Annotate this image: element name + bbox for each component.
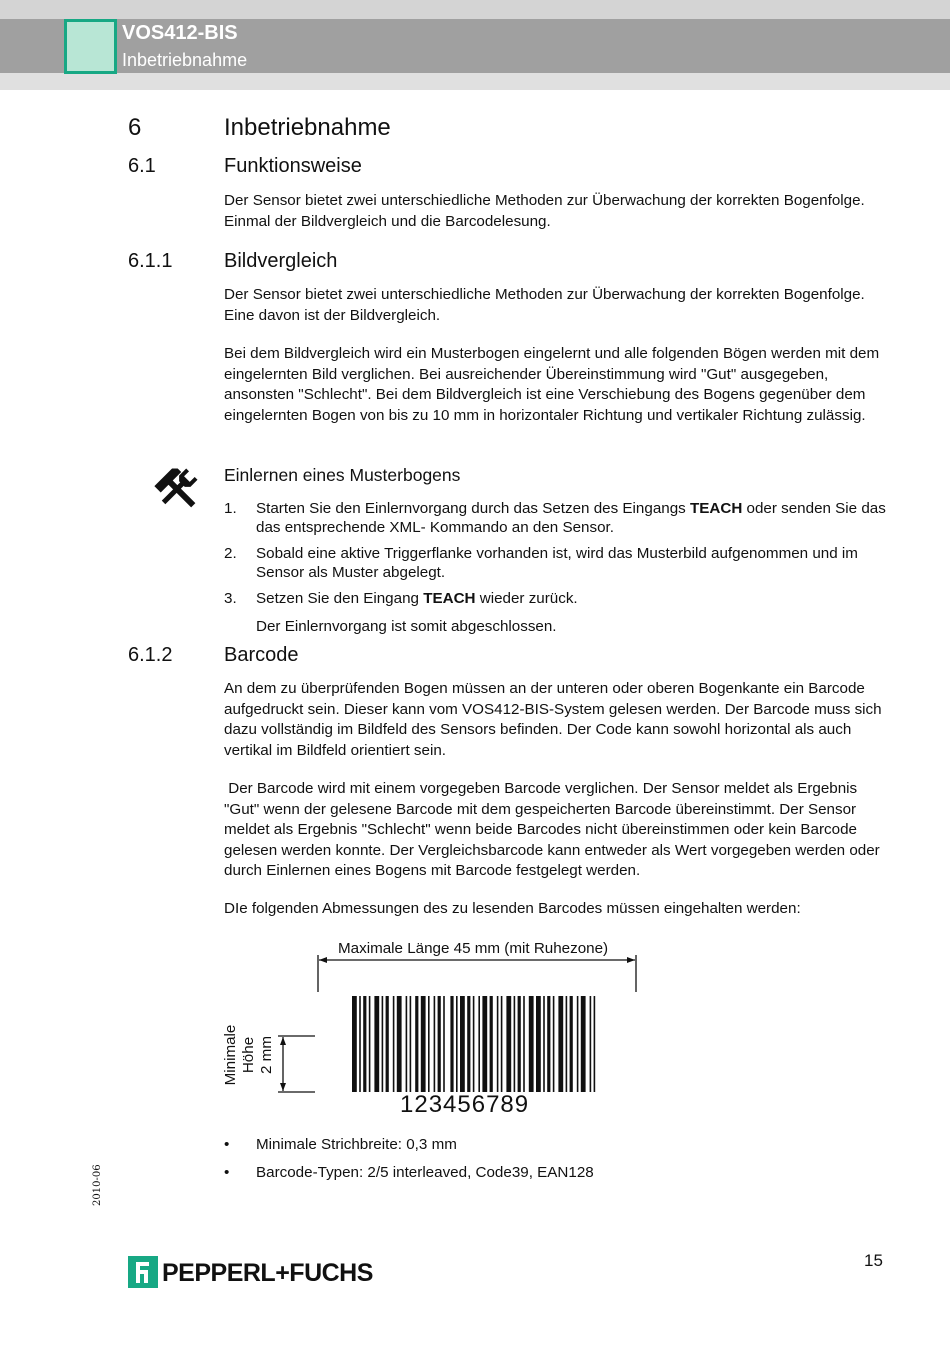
teach-step-3-number: 3. [224,590,237,607]
page-number: 15 [864,1251,883,1270]
teach-step-1-text: Starten Sie den Einlernvorgang durch das Setzen des Eingangs TEACH oder senden Sie das das entsprechende XML- Kommando an den Sensor. [256,500,886,536]
teach-step-3-text: Setzen Sie den Eingang TEACH wieder zurück. [256,590,578,607]
barcode-height-label-line-2: Höhe [240,1036,257,1074]
section-6-1-1-paragraph-2: Bei dem Bildvergleich wird ein Musterbogen eingelernt und alle folgenden Bögen werden mit dem eingelernten Bild verglichen. Bei ausreichender Übereinstimmung wird "Gut" ausgegeben, ansonsten "Schlecht". Bei dem Bildvergleich ist eine Verschiebung des Bogens gegenüber dem eingelernten Bogen von bis zu 10 mm in horizontaler Richtung und vertikaler Richtung zulässig. [224,345,880,424]
tools-icon [154,466,200,512]
width-dimension-line [318,955,636,992]
section-6-1-2-paragraph-3: DIe folgenden Abmessungen des zu lesenden Barcodes müssen eingehalten werden: [224,900,801,917]
section-6-1-1-number: 6.1.1 [128,250,173,272]
bullet-item-1-text: Minimale Strichbreite: 0,3 mm [256,1136,457,1153]
section-6-1-paragraph: Der Sensor bietet zwei unterschiedliche Methoden zur Überwachung der korrekten Bogenfolge. Einmal der Bildvergleich und die Barcodelesung. [224,192,865,230]
barcode-bars [352,996,595,1092]
section-6-1-1-title: Bildvergleich [224,250,338,272]
section-6-1-2-title: Barcode [224,644,299,666]
height-dimension-line [278,1036,315,1092]
section-6-1-number: 6.1 [128,155,156,177]
teach-subheading: Einlernen eines Musterbogens [224,465,461,485]
barcode-height-label-line-1: Minimale [222,1024,239,1086]
section-6-1-2-paragraph-1: An dem zu überprüfenden Bogen müssen an der unteren oder oberen Bogenkante ein Barcode aufgedruckt sein. Dieser kann vom VOS412-BIS-System gelesen werden. Der Barcode muss sich dazu vollständig im Bildfeld des Sensors befinden. Der Code kann sowohl horizontal als auch vertikal im Bildfeld orientiert sein. [224,680,882,759]
barcode-figure [270,950,650,1100]
teach-result-text: Der Einlernvorgang ist somit abgeschlossen. [256,618,557,635]
brand-name: PEPPERL+FUCHS [162,1259,373,1287]
section-6-1-1-paragraph-1: Der Sensor bietet zwei unterschiedliche Methoden zur Überwachung der korrekten Bogenfolge. Eine davon ist der Bildvergleich. [224,286,865,324]
header-top-band [0,0,950,19]
pepperl-fuchs-logo-icon [128,1256,158,1288]
barcode-width-label: Maximale Länge 45 mm (mit Ruhezone) [338,940,609,957]
section-6-title: Inbetriebnahme [224,114,391,141]
header-section-name: Inbetriebnahme [122,50,248,70]
header-bottom-band [0,73,950,90]
section-6-1-title: Funktionsweise [224,155,362,177]
side-date: 2010-06 [92,1164,103,1206]
section-6-number: 6 [128,114,142,141]
header-color-square [64,19,117,74]
bullet-dot: • [224,1136,230,1153]
bullet-item-2-text: Barcode-Typen: 2/5 interleaved, Code39, EAN128 [256,1164,594,1181]
barcode-height-label-line-3: 2 mm [258,1036,275,1074]
bullet-dot: • [224,1164,230,1181]
teach-step-2-text: Sobald eine aktive Triggerflanke vorhanden ist, wird das Musterbild aufgenommen und im Sensor als Muster abgelegt. [256,545,858,581]
teach-step-1-number: 1. [224,500,237,517]
header-product-name: VOS412-BIS [122,22,238,44]
barcode-number: 123456789 [400,1091,530,1118]
section-6-1-2-paragraph-2: Der Barcode wird mit einem vorgegeben Barcode verglichen. Der Sensor meldet als Ergebnis "Gut" wenn der gelesene Barcode mit dem gespeicherten Barcode übereinstimmt. Der Sensor meldet als Ergebnis "Schlecht" wenn beide Barcodes nicht übereinstimmen oder kein Barcode gelesen werden konnte. Der Vergleichsbarcode kann entweder als Wert vorgegeben werden oder durch Einlernen eines Bogens mit Barcode festgelegt werden. [224,780,884,879]
teach-step-2-number: 2. [224,545,237,562]
section-6-1-2-number: 6.1.2 [128,644,173,666]
